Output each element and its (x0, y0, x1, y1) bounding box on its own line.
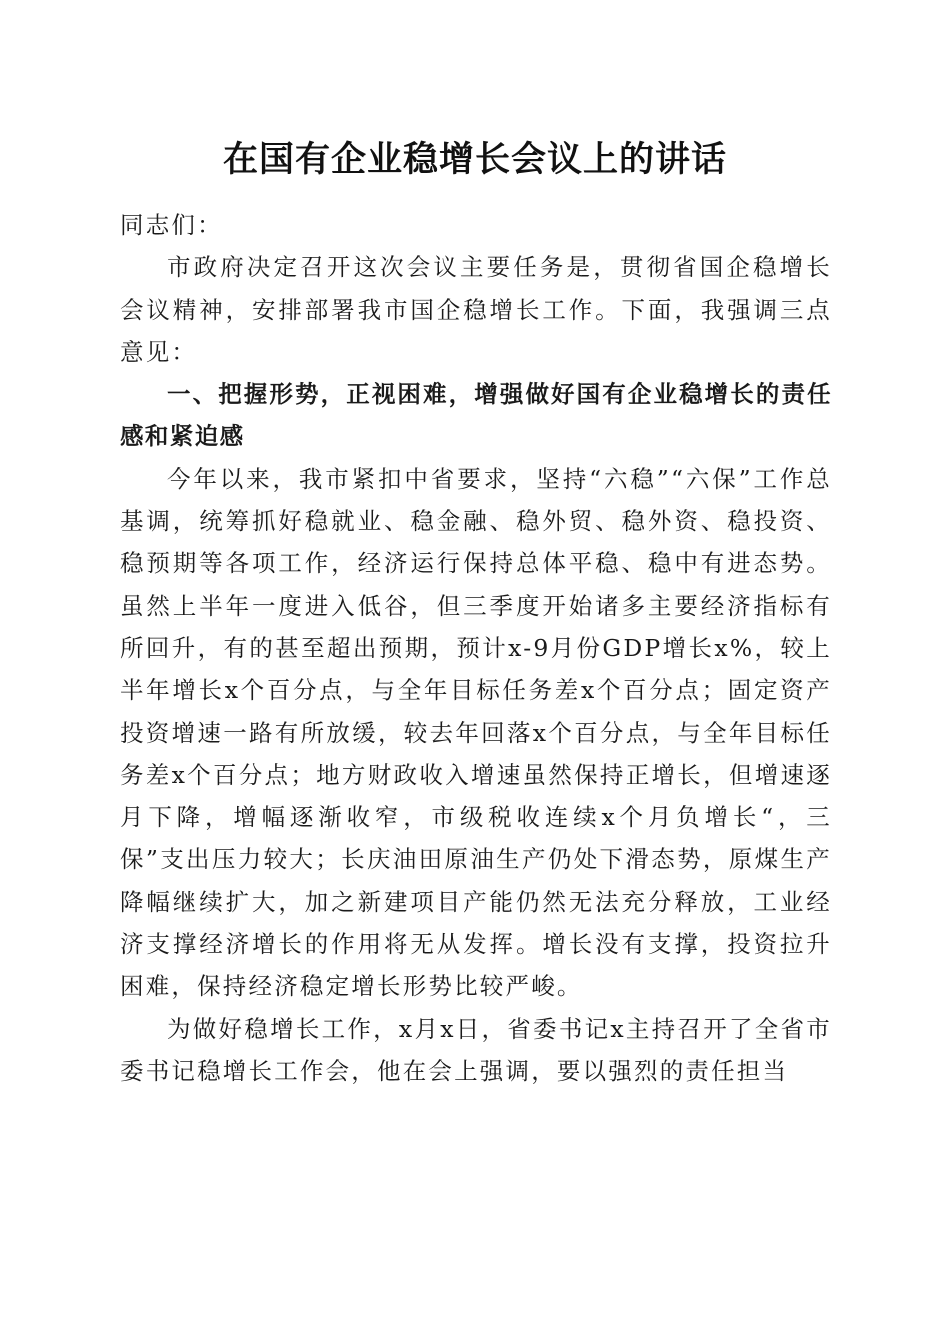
salutation: 同志们： (120, 211, 223, 239)
paragraph-situation: 今年以来，我市紧扣中省要求，坚持“六稳”“六保”工作总基调，统筹抓好稳就业、稳金融、稳外贸、稳外资、稳投资、稳预期等各项工作，经济运行保持总体平稳、稳中有进态势。虽然上半年一度进入低谷，但三季度开始诸多主要经济指标有所回升，有的甚至超出预期，预计x-9月份GDP增长x%，较上半年增长x个百分点，与全年目标任务差x个百分点；固定资产投资增速一路有所放缓，较去年回落x个百分点，与全年目标任务差x个百分点；地方财政收入增速虽然保持正增长，但增速逐月下降，增幅逐渐收窄，市级税收连续x个月负增长“，三保”支出压力较大；长庆油田原油生产仍处下滑态势，原煤生产降幅继续扩大，加之新建项目产能仍然无法充分释放，工业经济支撑经济增长的作用将无从发挥。增长没有支撑，投资拉升困难，保持经济稳定增长形势比较严峻。 (120, 464, 832, 1001)
section-heading-1: 一、把握形势，正视困难，增强做好国有企业稳增长的责任感和紧迫感 (120, 380, 832, 451)
paragraph-provincial-meeting: 为做好稳增长工作，x月x日，省委书记x主持召开了全省市委书记稳增长工作会，他在会上强调，要以强烈的责任担当 (120, 1014, 832, 1085)
document-body (120, 204, 832, 1092)
document-title: 在国有企业稳增长会议上的讲话 (222, 139, 727, 180)
paragraph-intro: 市政府决定召开这次会议主要任务是，贯彻省国企稳增长会议精神，安排部署我市国企稳增长工作。下面，我强调三点意见： (120, 253, 832, 366)
